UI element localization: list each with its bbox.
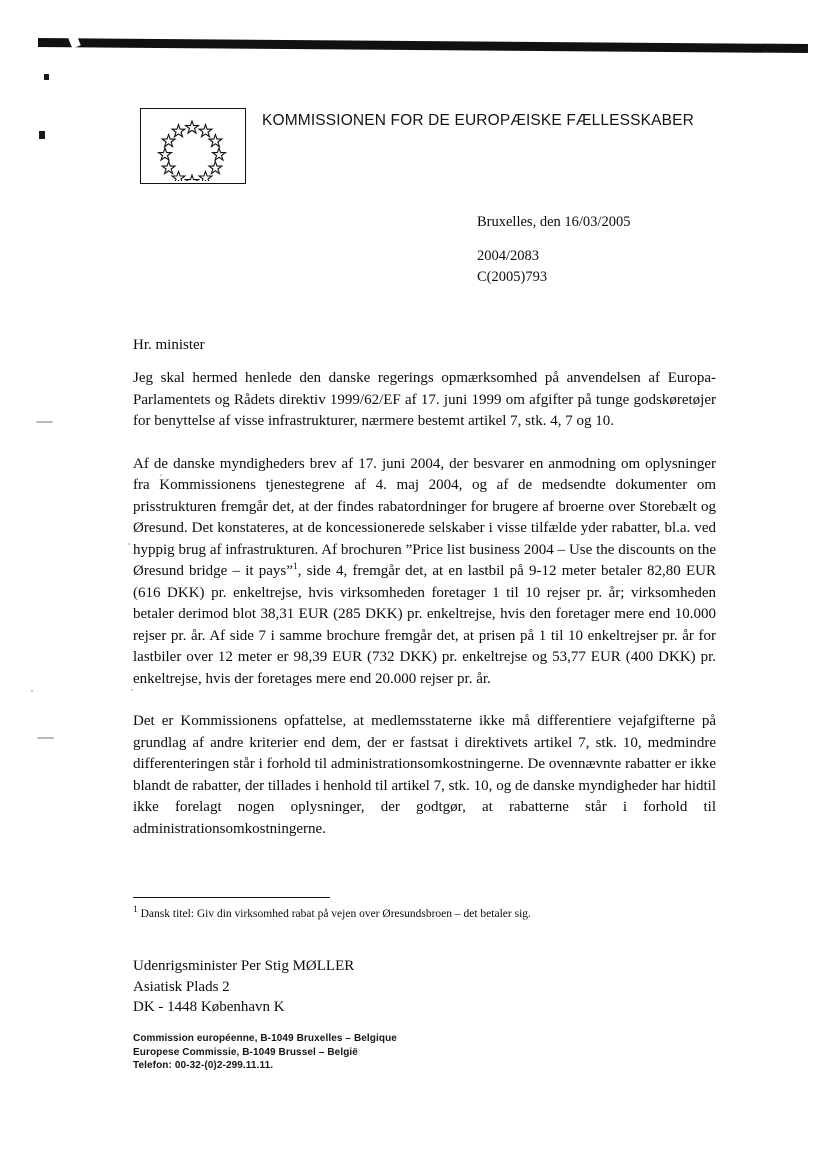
- salutation: Hr. minister: [133, 337, 205, 353]
- letter-body: [133, 368, 716, 840]
- body-paragraph-2-text-before-footnote: Af de danske myndigheders brev af 17. juni 2004, der besvarer en anmodning om oplysninger fra Kommissionens tjenestegrene af 4. maj 2004, og af de medsendte dokumenter om prisstrukturen fremgår det, at der findes rabatordninger for brugere af broerne over Storebælt og Øresund. Det konstateres, at de koncessionerede selskaber i visse tilfælde yder rabatter, bl.a. ved hyppig brug af infrastrukturen. Af brochuren ”Price list business 2004 – Use the discounts on the Øresund bridge – it pays”: [133, 455, 716, 579]
- file-number: 2004/2083: [477, 248, 540, 264]
- body-paragraph-2: [133, 454, 716, 691]
- body-paragraph-3: Det er Kommissionens opfattelse, at medlemsstaterne ikke må differentiere vejafgifterne på grundlag af andre kriterier end dem, der er fastsat i direktivets artikel 7, stk. 10, medmindre differenteringen står i forhold til administrationsomkostningerne. De ovennævnte rabatter er ikke blandt de rabatter, der tillades i henhold til artikel 7, stk. 10, og de danske myndigheder har hidtil ikke forelagt nogen oplysninger, der godtgør, at rabatterne står i forhold til administrationsomkostningerne.: [133, 713, 716, 837]
- footer-line-french: Commission européenne, B-1049 Bruxelles – Belgique: [133, 1033, 397, 1044]
- recipient-name: Udenrigsminister Per Stig MØLLER: [133, 958, 355, 974]
- body-paragraph-1: Jeg skal hermed henlede den danske regerings opmærksomhed på anvendelsen af Europa-Parlamentets og Rådets direktiv 1999/62/EF af 17. juni 1999 om afgifter på tunge godskøretøjer for benyttelse af visse infrastrukturer, nærmere bestemt artikel 7, stk. 4, 7 og 10.: [133, 370, 716, 429]
- footer-line-dutch: Europese Commissie, B-1049 Brussel – België: [133, 1046, 358, 1058]
- scan-artifact-margin-mark: [37, 737, 54, 739]
- european-union-flag-emblem: [140, 108, 246, 184]
- scan-artifact-speck: [44, 74, 49, 80]
- footnote-text: Dansk titel: Giv din virksomhed rabat på vejen over Øresundsbroen – det betaler sig.: [137, 908, 531, 920]
- scan-artifact-margin-mark: [36, 421, 53, 423]
- body-paragraph-2-text-after-footnote: , side 4, fremgår det, at en lastbil på 9-12 meter betaler 82,80 EUR (616 DKK) pr. enkeltrejse, hvis virksomheden foretager 1 til 10 rejser pr. år; virksomheden betaler derimod blot 38,31 EUR (285 DKK) pr. enkeltrejse, hvis den foretager mere end 10.000 rejser pr. år. Af side 7 i samme brochure fremgår det, at prisen på 1 til 10 enkeltrejser pr. år for lastbiler over 12 meter er 98,39 EUR (732 DKK) pr. enkeltrejse og 53,77 EUR (400 DKK) pr. enkeltrejse, hvis der foretages mere end 20.000 rejser pr. år.: [133, 563, 716, 687]
- document-number: C(2005)793: [477, 269, 548, 285]
- footnote-marker: 1: [133, 905, 138, 916]
- footer-line-telephone: Telefon: 00-32-(0)2-299.11.11.: [133, 1060, 274, 1071]
- scan-artifact-black-bar: [38, 38, 808, 53]
- recipient-city: DK - 1448 København K: [133, 999, 285, 1015]
- letterhead: [140, 108, 694, 184]
- reference-block: [477, 212, 630, 288]
- footnote-reference-marker[interactable]: 1: [292, 562, 298, 572]
- recipient-street: Asiatisk Plads 2: [133, 978, 230, 995]
- scan-artifact-speck: [128, 543, 130, 545]
- place-and-date: Bruxelles, den 16/03/2005: [477, 214, 631, 230]
- scan-artifact-speck: [39, 131, 45, 139]
- organisation-title: KOMMISSIONEN FOR DE EUROPÆISKE FÆLLESSKABER: [262, 112, 694, 129]
- footnote: [133, 907, 733, 922]
- page-footer: [133, 1032, 397, 1073]
- recipient-address: [133, 956, 354, 1018]
- scan-artifact-speck: [31, 690, 33, 692]
- footnote-separator-rule: [133, 897, 330, 898]
